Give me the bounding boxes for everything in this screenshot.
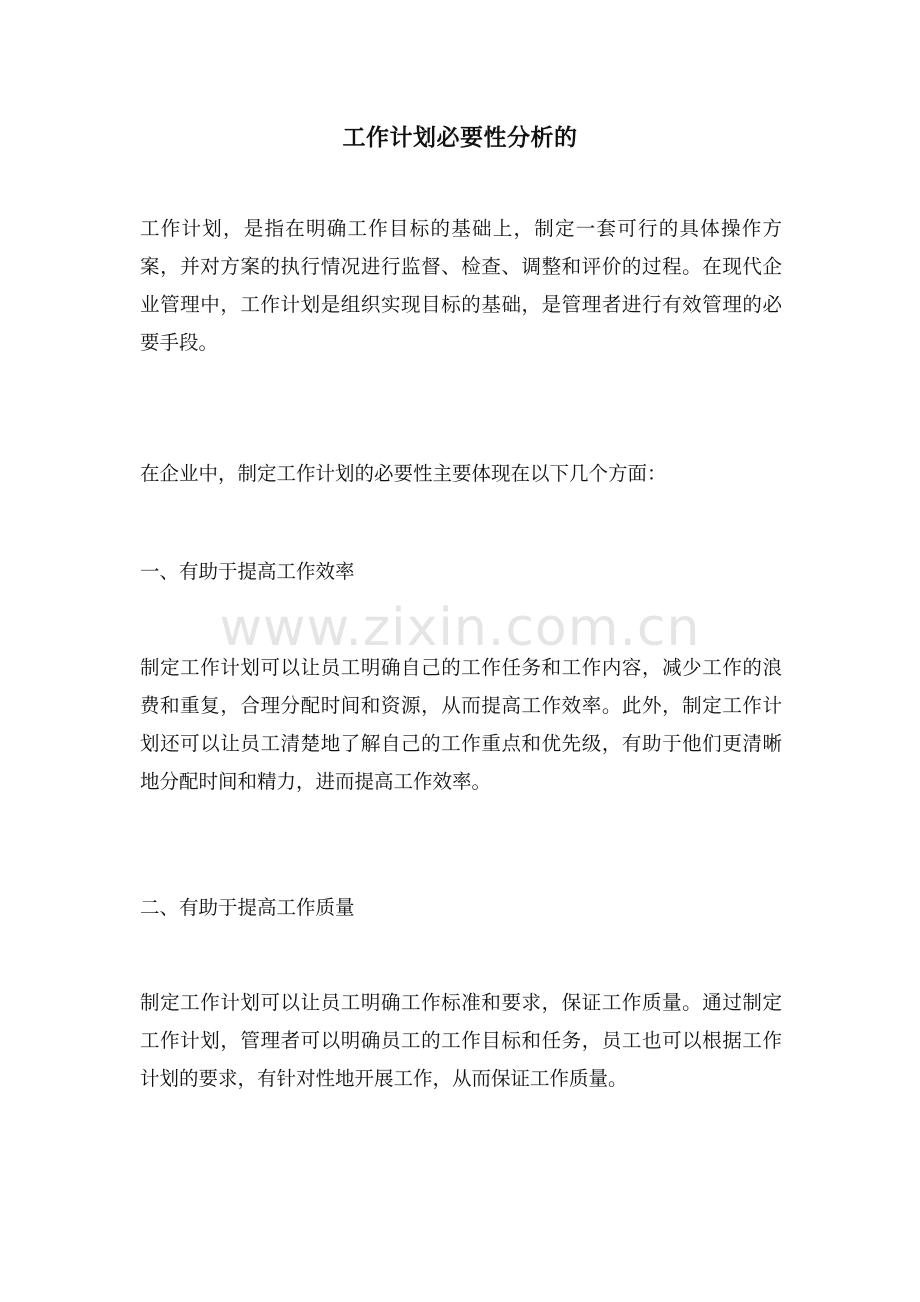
paragraph-intro: 工作计划，是指在明确工作目标的基础上，制定一套可行的具体操作方案，并对方案的执行情况进行监督、检查、调整和评价的过程。在现代企业管理中，工作计划是组织实现目标的基础，是管理者进行有效管理的必要手段。 — [140, 217, 782, 354]
section-heading-quality: 二、有助于提高工作质量 — [140, 896, 355, 919]
section-heading-efficiency: 一、有助于提高工作效率 — [140, 560, 355, 583]
document-title: 工作计划必要性分析的 — [342, 124, 578, 151]
paragraph-efficiency: 制定工作计划可以让员工明确自己的工作任务和工作内容，减少工作的浪费和重复，合理分配时间和资源，从而提高工作效率。此外，制定工作计划还可以让员工清楚地了解自己的工作重点和优先级，有助于他们更清晰地分配时间和精力，进而提高工作效率。 — [140, 656, 782, 793]
paragraph-quality: 制定工作计划可以让员工明确工作标准和要求，保证工作质量。通过制定工作计划，管理者可以明确员工的工作目标和任务，员工也可以根据工作计划的要求，有针对性地开展工作，从而保证工作质量。 — [140, 991, 782, 1090]
paragraph-lead-in: 在企业中，制定工作计划的必要性主要体现在以下几个方面： — [140, 462, 667, 485]
watermark-text: www.zixin.com.cn — [219, 598, 701, 658]
